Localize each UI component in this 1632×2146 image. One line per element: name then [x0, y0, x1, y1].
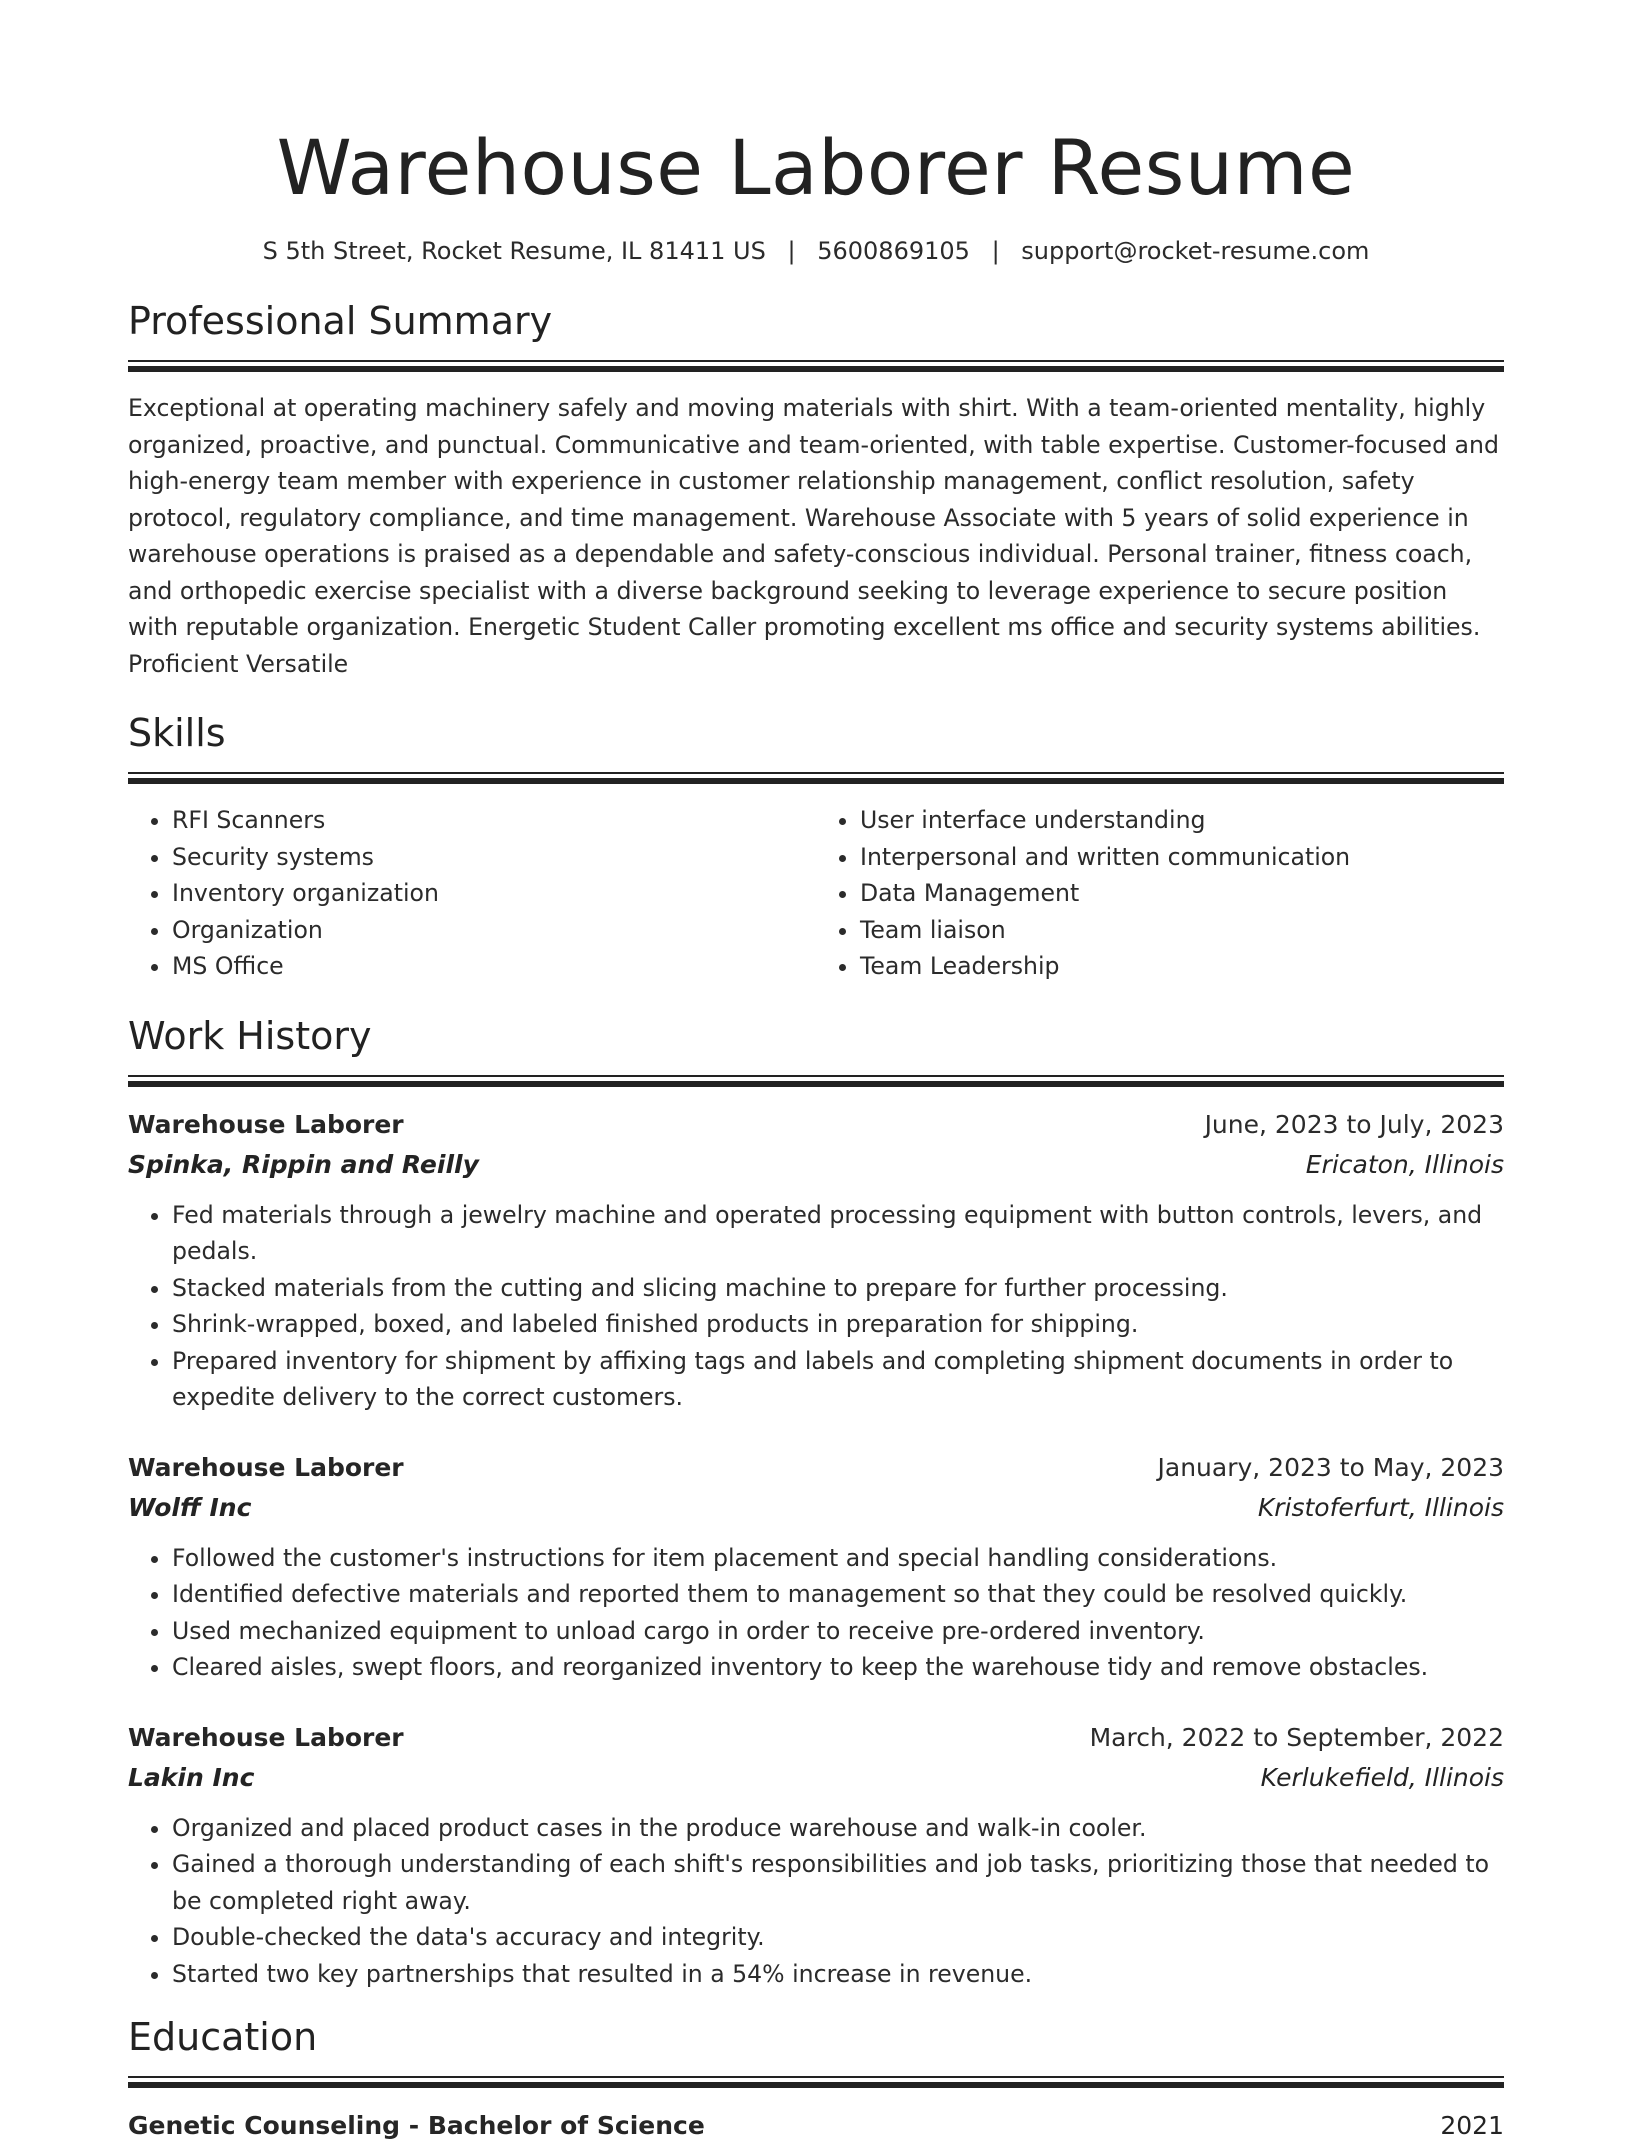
job-bullet: • Organized and placed product cases in the produce warehouse and walk-in cooler.: [172, 1810, 1504, 1847]
job-bullet: • Stacked materials from the cutting and slicing machine to prepare for further processing.: [172, 1270, 1504, 1307]
job-title: Warehouse Laborer: [128, 1109, 404, 1139]
contact-separator: |: [787, 237, 796, 265]
job-bullet: • Fed materials through a jewelry machine and operated processing equipment with button controls, levers, and pedals.: [172, 1197, 1504, 1270]
skill-item: • Organization: [172, 912, 816, 949]
job-bullet: • Identified defective materials and reported them to management so that they could be resolved quickly.: [172, 1576, 1504, 1613]
section-divider: [128, 1075, 1504, 1087]
job-bullets: [128, 1197, 1504, 1416]
job-company: Spinka, Rippin and Reilly: [128, 1149, 479, 1179]
contact-line: [128, 234, 1504, 268]
contact-separator: |: [991, 237, 1000, 265]
skills-section: [128, 708, 1504, 985]
job-bullet: • Gained a thorough understanding of each shift's responsibilities and job tasks, prioritizing those that needed to be completed right away.: [172, 1846, 1504, 1919]
skills-left-list: [128, 802, 816, 985]
job-title: Warehouse Laborer: [128, 1452, 404, 1482]
skill-item: • Team liaison: [860, 912, 1504, 949]
job-bullets: [128, 1810, 1504, 1993]
job-dates: June, 2023 to July, 2023: [1204, 1109, 1504, 1139]
job-bullet: • Cleared aisles, swept floors, and reorganized inventory to keep the warehouse tidy and remove obstacles.: [172, 1649, 1504, 1686]
contact-email: support@rocket-resume.com: [1021, 237, 1370, 265]
job-location: Ericaton, Illinois: [1305, 1149, 1504, 1179]
job-bullet: • Followed the customer's instructions for item placement and special handling considerations.: [172, 1540, 1504, 1577]
job-bullet: • Used mechanized equipment to unload cargo in order to receive pre-ordered inventory.: [172, 1613, 1504, 1650]
skills-right-list: [816, 802, 1504, 985]
contact-phone: 5600869105: [817, 237, 970, 265]
job-dates: January, 2023 to May, 2023: [1157, 1452, 1504, 1482]
job-bullet: • Started two key partnerships that resulted in a 54% increase in revenue.: [172, 1956, 1504, 1993]
section-divider: [128, 360, 1504, 372]
job-location: Kristoferfurt, Illinois: [1257, 1492, 1504, 1522]
contact-address: S 5th Street, Rocket Resume, IL 81411 US: [262, 237, 766, 265]
job-entry: [128, 1105, 1504, 1416]
summary-text: Exceptional at operating machinery safely and moving materials with shirt. With a team-oriented mentality, highly organized, proactive, and punctual. Communicative and team-oriented, with table expertise. Customer-focused and high-energy team member with experience in customer relationship management, conflict resolution, safety protocol, regulatory compliance, and time management. Warehouse Associate with 5 years of solid experience in warehouse operations is praised as a dependable and safety-conscious individual. Personal trainer, fitness coach, and orthopedic exercise specialist with a diverse background seeking to leverage experience to secure position with reputable organization. Energetic Student Caller promoting excellent ms office and security systems abilities. Proficient Versatile: [128, 394, 1499, 678]
job-bullets: [128, 1540, 1504, 1686]
skills-grid: [128, 802, 1504, 985]
skill-item: • RFI Scanners: [172, 802, 816, 839]
job-bullet: • Shrink-wrapped, boxed, and labeled finished products in preparation for shipping.: [172, 1306, 1504, 1343]
skills-heading: Skills: [128, 711, 226, 755]
education-heading: Education: [128, 2015, 318, 2059]
education-degree: Genetic Counseling - Bachelor of Science: [128, 2111, 705, 2140]
job-bullet: • Double-checked the data's accuracy and integrity.: [172, 1919, 1504, 1956]
job-company: Lakin Inc: [128, 1762, 255, 1792]
job-company: Wolff Inc: [128, 1492, 252, 1522]
section-divider: [128, 772, 1504, 784]
resume-title: Warehouse Laborer Resume: [276, 123, 1356, 212]
skill-item: • MS Office: [172, 948, 816, 985]
skill-item: • Security systems: [172, 839, 816, 876]
education-year: 2021: [1440, 2111, 1504, 2140]
job-entry: [128, 1448, 1504, 1686]
skill-item: • Interpersonal and written communication: [860, 839, 1504, 876]
summary-section: [128, 296, 1504, 682]
job-dates: March, 2022 to September, 2022: [1089, 1722, 1504, 1752]
skill-item: • Team Leadership: [860, 948, 1504, 985]
skill-item: • User interface understanding: [860, 802, 1504, 839]
skill-item: • Inventory organization: [172, 875, 816, 912]
summary-heading: Professional Summary: [128, 299, 553, 343]
job-entry: [128, 1718, 1504, 1993]
job-location: Kerlukefield, Illinois: [1260, 1762, 1504, 1792]
job-title: Warehouse Laborer: [128, 1722, 404, 1752]
work-history-section: [128, 1011, 1504, 1993]
section-divider: [128, 2076, 1504, 2088]
skill-item: • Data Management: [860, 875, 1504, 912]
education-section: [128, 2012, 1504, 2146]
work-history-heading: Work History: [128, 1013, 372, 1058]
job-bullet: • Prepared inventory for shipment by affixing tags and labels and completing shipment documents in order to expedite delivery to the correct customers.: [172, 1343, 1504, 1416]
